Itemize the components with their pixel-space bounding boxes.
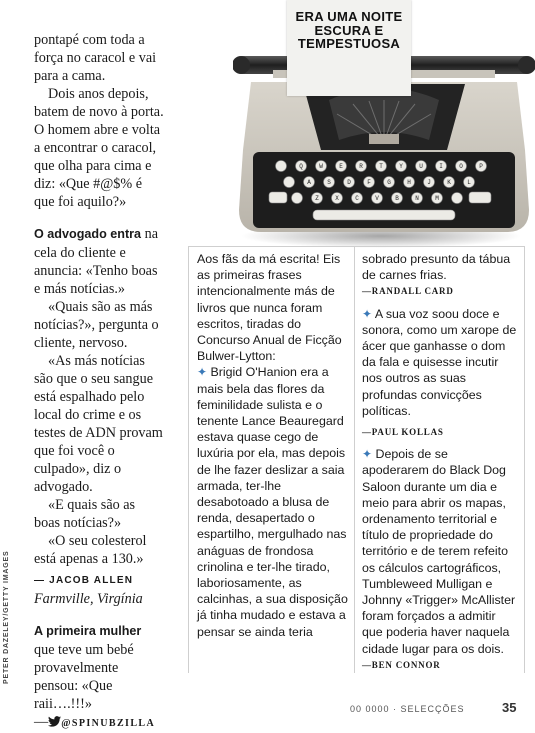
entry-text: que teve um bebé provavelmente pensou: «Que raii….!!!» [34, 641, 134, 712]
paragraph: «E quais são as boas notícias?» [34, 497, 136, 532]
svg-text:G: G [387, 179, 391, 186]
paper-title [287, 10, 411, 51]
entry-lead: A primeira mulher [34, 624, 142, 639]
box-intro: Aos fãs da má escrita! Eis as primeiras frases intencionalmente más de livros que nunca foram escritos, tiradas do Concurso Anual de Ficção Bulwer-Lytton: [197, 252, 342, 364]
author-signature: —RANDALL CARD [362, 286, 454, 297]
svg-text:P: P [479, 163, 483, 170]
paragraph: «O seu colesterol está apenas a 130.» [34, 533, 147, 568]
twitter-signature [34, 713, 164, 733]
author-signature [34, 570, 164, 590]
svg-text:Y: Y [399, 163, 403, 170]
paper-title-line: TEMPESTUOSA [297, 36, 401, 51]
svg-text:Z: Z [315, 195, 319, 202]
entry-primeira-mulher [34, 622, 164, 712]
left-column [34, 31, 164, 733]
paragraph: pontapé com toda a força no caracol e vai para a cama. [34, 32, 157, 85]
box-entry [362, 306, 517, 419]
entry-text: Brigid O'Hanion era a mais bela das flores da feminilidade sulista e o tenente Lance Beauregard estava quase cego de luxúria por ela, mas depois de lhe fazer deslizar a saia armada, ter-lhe desabotoado a blusa de renda, desapertado o espartilho, mergulhado nas anáguas de frondosa crinolina e ter-lhe tirado, laboriosamente, as calcinhas, a sua disposição já tinha mudado e estava a pensar se ainda teria [197, 365, 348, 639]
sparkle-bullet-icon: ✦ [197, 365, 208, 380]
author-name: — JACOB ALLEN [34, 575, 134, 587]
paragraph: Dois anos depois, batem de novo à porta. O homem abre e volta a encontrar o caracol, que olha para cima e diz: «Que #@$% é que foi aquilo?» [34, 86, 164, 211]
svg-text:D: D [347, 179, 351, 186]
svg-text:L: L [467, 179, 471, 186]
typewriter-illustration [233, 0, 535, 248]
svg-text:A: A [307, 179, 311, 186]
svg-text:M: M [435, 195, 439, 202]
svg-text:W: W [319, 163, 323, 170]
entry-text: Depois de se apoderarem do Black Dog Saloon durante um dia e meio para abrir os mapas, ordenamento territorial e título de propriedade do território e de terem refeito os cálculos cartográficos, Tumbleweed Mulligan e Johnny «Trigger» McAllister foram forçados a admitir que poderia haver naquela cidade lugar para os dois. [362, 447, 516, 656]
svg-text:O: O [459, 163, 463, 170]
paragraph: «As más notícias são que o seu sangue está espalhado pelo local do crime e os testes de ADN provam que foi você o culpado», diz o advogado. [34, 352, 163, 496]
page-number: 35 [502, 700, 517, 715]
author-signature: —BEN CONNOR [362, 659, 441, 670]
sparkle-bullet-icon: ✦ [362, 306, 373, 321]
svg-text:H: H [407, 179, 411, 186]
svg-text:V: V [375, 195, 379, 202]
box-entry [197, 364, 349, 639]
svg-text:E: E [339, 163, 343, 170]
svg-text:Q: Q [299, 163, 303, 170]
paper-title-line: ERA UMA NOITE [295, 9, 403, 24]
photo-credit: PETER DAZELEY/GETTY IMAGES [3, 550, 10, 684]
svg-text:J: J [427, 179, 431, 186]
twitter-bird-icon [48, 716, 61, 727]
svg-text:C: C [355, 195, 359, 202]
svg-text:B: B [395, 195, 399, 202]
bad-writing-box [188, 246, 525, 673]
svg-text:F: F [367, 179, 371, 186]
svg-text:U: U [419, 163, 423, 170]
author-place: Farmville, Virgínia [34, 591, 143, 608]
entry-lead: O advogado entra [34, 227, 142, 242]
dash: — [34, 713, 49, 730]
paper-title-line: ESCURA E [314, 22, 384, 38]
entry-continuation: sobrado presunto da tábua de carnes frias. [362, 252, 511, 283]
entry-text: A sua voz soou doce e sonora, como um xarope de ácer que ganhasse o dom da fala e quisesse incutir nos outros as suas profundas convicções políticas. [362, 306, 517, 418]
entry-text: na cela do cliente e anuncia: «Tenho boas e más notícias.» [34, 226, 159, 297]
paragraph: «Quais são as más notícias?», pergunta o cliente, nervoso. [34, 298, 159, 351]
svg-text:N: N [415, 195, 419, 202]
svg-text:K: K [447, 179, 451, 186]
box-column-left [197, 251, 349, 640]
entry-advogado [34, 225, 164, 297]
svg-text:T: T [379, 163, 383, 170]
svg-text:S: S [327, 179, 331, 186]
sparkle-bullet-icon: ✦ [362, 447, 373, 462]
twitter-handle: @SPINUBZILLA [61, 717, 156, 729]
author-signature: —PAUL KOLLAS [362, 427, 444, 438]
svg-text:R: R [359, 163, 363, 170]
svg-text:I: I [439, 163, 443, 170]
footer-section: 00 0000 · SELECÇÕES [350, 704, 465, 714]
svg-text:X: X [335, 195, 339, 202]
box-entry [362, 446, 517, 657]
box-column-right [362, 251, 517, 673]
typewriter-paper [287, 0, 411, 96]
